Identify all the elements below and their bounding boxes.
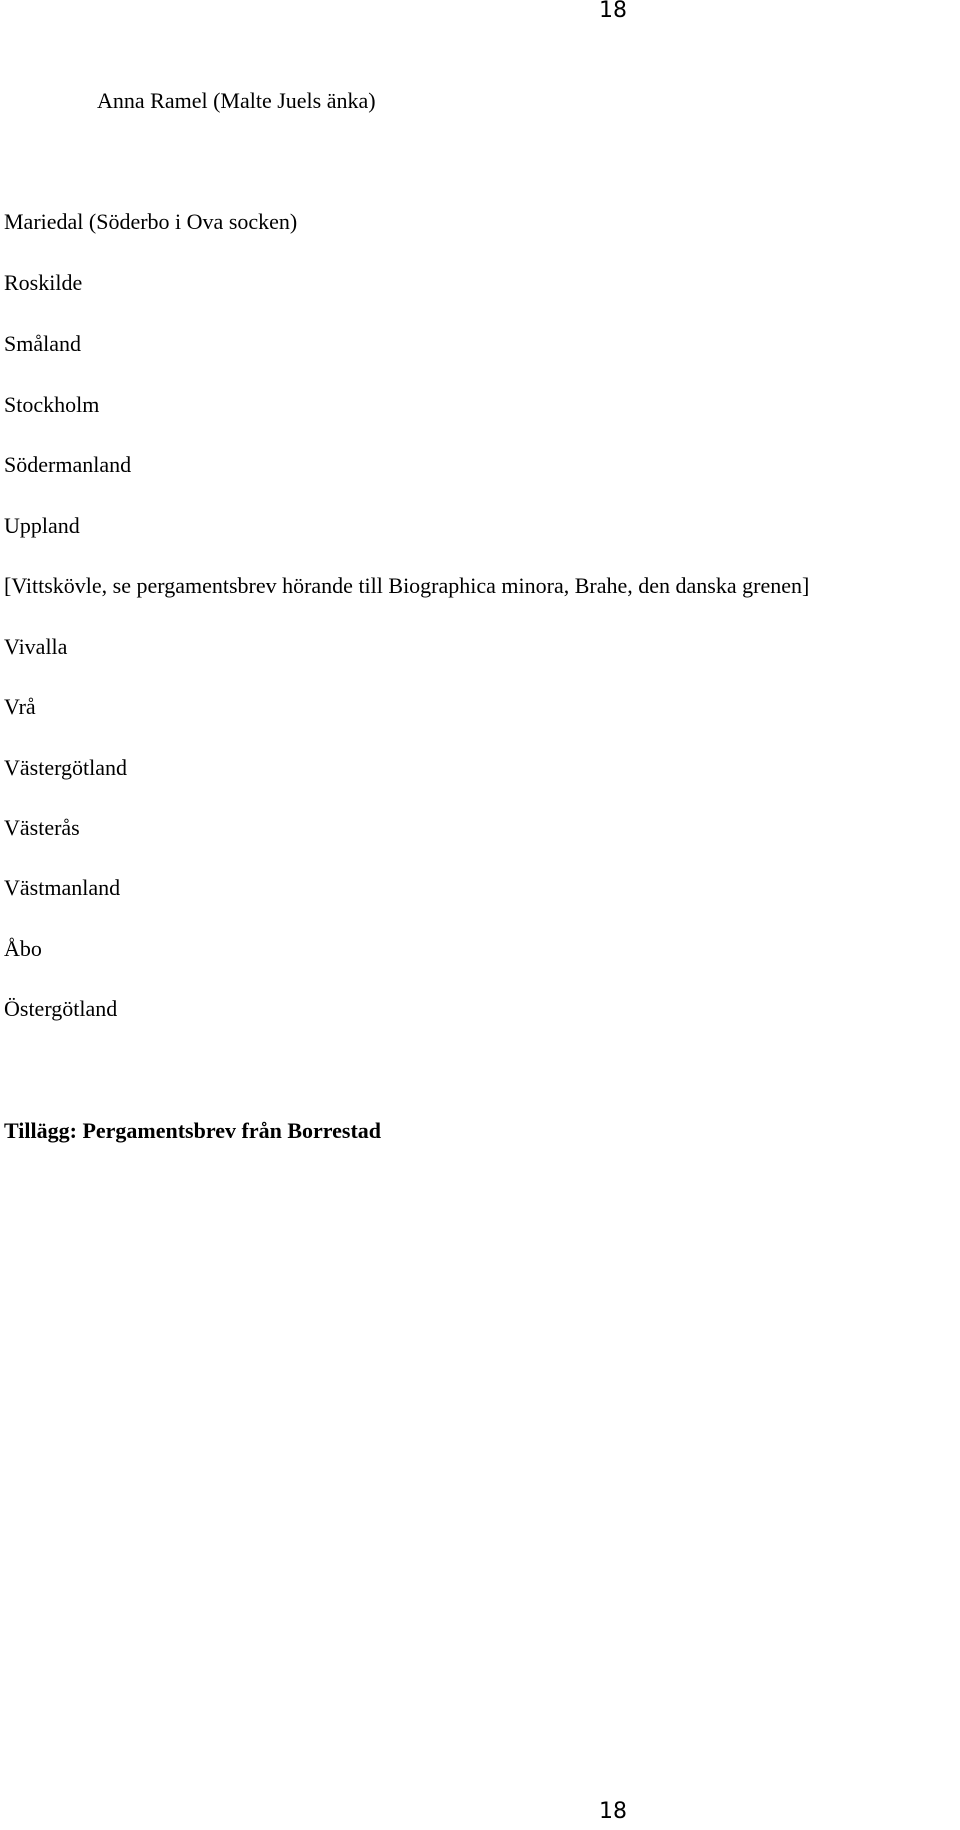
list-item: Roskilde bbox=[4, 270, 83, 295]
list-item: Östergötland bbox=[4, 996, 118, 1021]
list-item: Åbo bbox=[4, 936, 42, 961]
list-item: Stockholm bbox=[4, 392, 100, 417]
list-item: Västerås bbox=[4, 815, 80, 840]
page-number-bottom: 18 bbox=[599, 1799, 627, 1824]
list-item: Västergötland bbox=[4, 755, 128, 780]
list-item: Södermanland bbox=[4, 452, 132, 477]
list-item: Vivalla bbox=[4, 634, 68, 659]
list-item: Uppland bbox=[4, 513, 80, 538]
list-item: [Vittskövle, se pergamentsbrev hörande till Biographica minora, Brahe, den danska grenen] bbox=[4, 573, 810, 598]
list-item: Västmanland bbox=[4, 875, 121, 900]
heading-line: Anna Ramel (Malte Juels änka) bbox=[97, 88, 376, 113]
page-number-top: 18 bbox=[599, 0, 627, 23]
list-item: Småland bbox=[4, 331, 81, 356]
addendum-heading: Tillägg: Pergamentsbrev från Borrestad bbox=[4, 1118, 382, 1143]
list-item: Vrå bbox=[4, 694, 36, 719]
list-item: Mariedal (Söderbo i Ova socken) bbox=[4, 209, 298, 234]
